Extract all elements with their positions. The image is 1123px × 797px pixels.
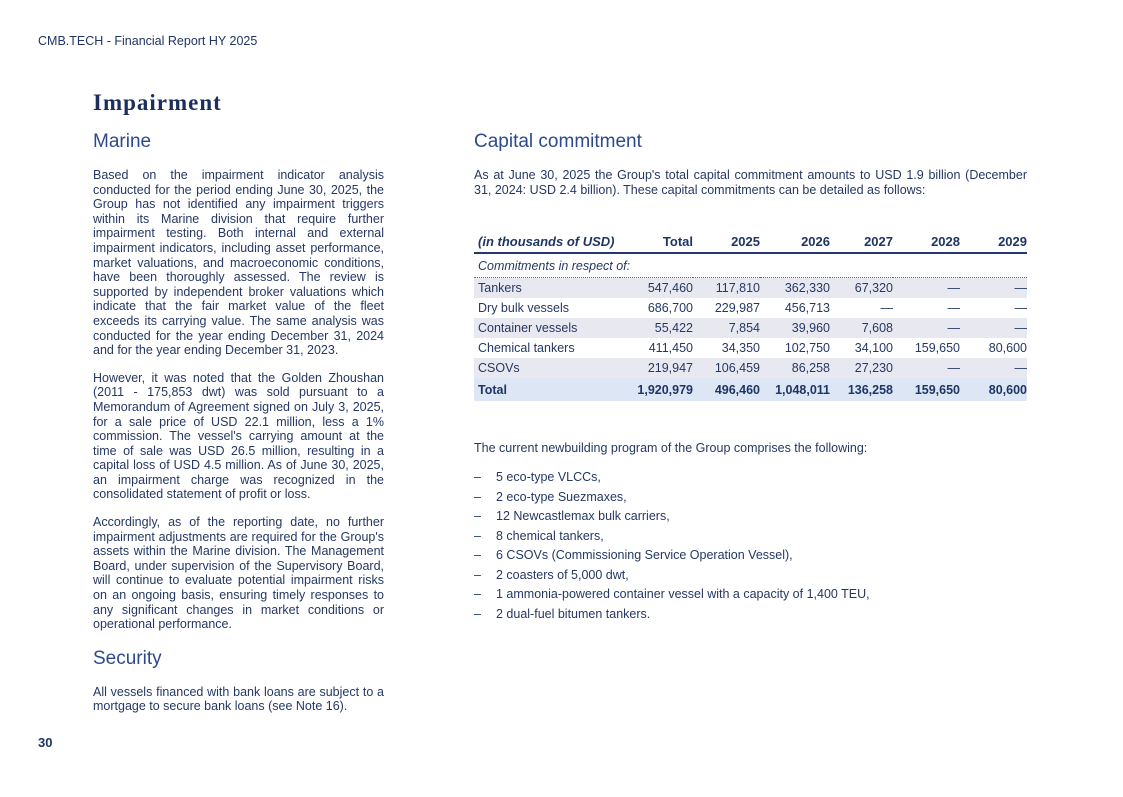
list-item-text: 2 dual-fuel bitumen tankers.	[496, 606, 651, 621]
dash-icon: –	[474, 606, 481, 621]
marine-paragraph-3: Accordingly, as of the reporting date, no further impairment adjustments are required for the Group's assets within the Marine division. The Management Board, under supervision of the Supervisory Board, will continue to evaluate potential impairment risks on an ongoing basis, ensuring timely responses to any significant changes in market conditions or operational performance.	[93, 515, 384, 632]
table-cell: —	[947, 321, 960, 335]
table-cell: —	[1014, 281, 1027, 295]
table-row	[474, 338, 1027, 358]
newbuilding-intro: The current newbuilding program of the Group comprises the following:	[474, 441, 868, 455]
table-cell: 1,048,011	[775, 382, 830, 397]
table-cell: 86,258	[791, 361, 830, 375]
capital-commitment-intro: As at June 30, 2025 the Group's total capital commitment amounts to USD 1.9 billion (December 31, 2024: USD 2.4 billion). These capital commitments can be detailed as follows:	[474, 168, 1027, 197]
list-item-text: 2 coasters of 5,000 dwt,	[496, 567, 629, 582]
table-cell: 106,459	[714, 361, 760, 375]
column-header-2027: 2027	[830, 231, 893, 253]
table-cell: —	[947, 361, 960, 375]
table-cell: 117,810	[715, 281, 760, 295]
table-total-row	[474, 378, 1027, 401]
table-row	[474, 358, 1027, 378]
list-item-text: 5 eco-type VLCCs,	[496, 470, 601, 484]
row-label: Container vessels	[478, 321, 578, 335]
table-cell: 136,258	[847, 382, 893, 397]
list-item-text: 1 ammonia-powered container vessel with a capacity of 1,400 TEU,	[496, 587, 870, 601]
row-label: Chemical tankers	[478, 341, 575, 355]
page-title: Impairment	[93, 90, 222, 115]
table-cell: —	[1014, 361, 1027, 375]
list-item	[474, 529, 1027, 543]
list-item	[474, 490, 1027, 504]
column-header-2029: 2029	[960, 231, 1027, 253]
table-cell: 159,650	[914, 341, 960, 355]
table-cell: 7,608	[861, 321, 893, 335]
list-item-text: 8 chemical tankers,	[496, 528, 604, 543]
table-cell: 27,230	[854, 361, 893, 375]
group-label-row	[474, 253, 1027, 278]
table-cell: 102,750	[784, 341, 830, 355]
marine-heading: Marine	[93, 131, 152, 152]
list-item-text: 2 eco-type Suezmaxes,	[496, 489, 627, 504]
table-cell: 80,600	[988, 382, 1027, 397]
group-label: Commitments in respect of:	[474, 253, 1027, 278]
list-item	[474, 568, 1027, 582]
table-cell: 1,920,979	[637, 382, 693, 397]
table-cell: —	[947, 301, 960, 315]
newbuilding-list	[474, 470, 1027, 621]
table-cell: 496,460	[714, 382, 760, 397]
column-header-2025: 2025	[693, 231, 760, 253]
table-row	[474, 278, 1027, 299]
marine-paragraph-2: However, it was noted that the Golden Zhoushan (2011 - 175,853 dwt) was sold pursuant to a Memorandum of Agreement signed on July 3, 2025, for a sale price of USD 22.1 million, less a 1% commission. The vessel's carrying amount at the time of sale was USD 26.5 million, resulting in a capital loss of USD 4.5 million. As of June 30, 2025, an impairment charge was recognized in the consolidated statement of profit or loss.	[93, 370, 384, 502]
left-column	[93, 131, 384, 727]
table-cell: —	[1014, 301, 1027, 315]
table-cell: 67,320	[854, 281, 893, 295]
table-cell: 34,100	[854, 341, 893, 355]
table-cell: 229,987	[714, 301, 760, 315]
table-cell: 547,460	[647, 281, 693, 295]
column-header-total: Total	[620, 231, 693, 253]
table-cell: 219,947	[647, 361, 693, 375]
column-header-2026: 2026	[760, 231, 830, 253]
row-label: Tankers	[478, 281, 522, 295]
table-cell: 362,330	[784, 281, 830, 295]
security-heading: Security	[93, 647, 162, 669]
report-header: CMB.TECH - Financial Report HY 2025	[38, 34, 258, 48]
table-header-row	[474, 231, 1027, 253]
row-label: CSOVs	[478, 361, 520, 375]
list-item	[474, 548, 1027, 562]
unit-label: (in thousands of USD)	[474, 231, 620, 253]
table-cell: 80,600	[988, 341, 1027, 355]
dash-icon: –	[474, 587, 481, 601]
capital-commitment-table	[474, 231, 1027, 401]
security-paragraph: All vessels financed with bank loans are subject to a mortgage to secure bank loans (see Note 16).	[93, 684, 384, 714]
security-section	[93, 648, 384, 714]
table-row	[474, 298, 1027, 318]
dash-icon: –	[474, 528, 481, 543]
capital-commitment-heading: Capital commitment	[474, 131, 642, 152]
dash-icon: –	[474, 509, 481, 523]
marine-paragraph-1: Based on the impairment indicator analysis conducted for the period ending June 30, 2025, the Group has not identified any impairment triggers within its Marine division that require further impairment testing. Both internal and external impairment indicators, including asset performance, market valuations, and macroeconomic conditions, have been thoroughly assessed. The review is supported by independent broker valuations which indicate that the fair market value of the fleet exceeds its carrying value. The same analysis was conducted for the year ending December 31, 2024 and for the year ending December 31, 2023.	[93, 168, 384, 358]
table-cell: 686,700	[647, 301, 693, 315]
table-cell: 7,854	[728, 321, 760, 335]
page-number: 30	[38, 735, 53, 750]
table-cell: 456,713	[784, 301, 830, 315]
table-cell: —	[1014, 321, 1027, 335]
right-column	[474, 131, 1027, 626]
list-item	[474, 587, 1027, 601]
dash-icon: –	[474, 489, 481, 504]
list-item	[474, 509, 1027, 523]
table-cell: 159,650	[914, 382, 960, 397]
dash-icon: –	[474, 470, 481, 484]
table-cell: 55,422	[654, 321, 693, 335]
list-item	[474, 607, 1027, 621]
table-cell: 34,350	[721, 341, 760, 355]
dash-icon: –	[474, 548, 481, 562]
list-item-text: 12 Newcastlemax bulk carriers,	[496, 509, 670, 523]
list-item-text: 6 CSOVs (Commissioning Service Operation Vessel),	[496, 548, 793, 562]
row-label: Dry bulk vessels	[478, 301, 569, 315]
table-row	[474, 318, 1027, 338]
column-header-2028: 2028	[893, 231, 960, 253]
table-cell: —	[880, 301, 893, 315]
table-cell: —	[947, 281, 960, 295]
table-cell: 39,960	[791, 321, 830, 335]
list-item	[474, 470, 1027, 484]
table-cell: 411,450	[648, 341, 693, 355]
dash-icon: –	[474, 567, 481, 582]
total-row-label: Total	[478, 382, 507, 397]
